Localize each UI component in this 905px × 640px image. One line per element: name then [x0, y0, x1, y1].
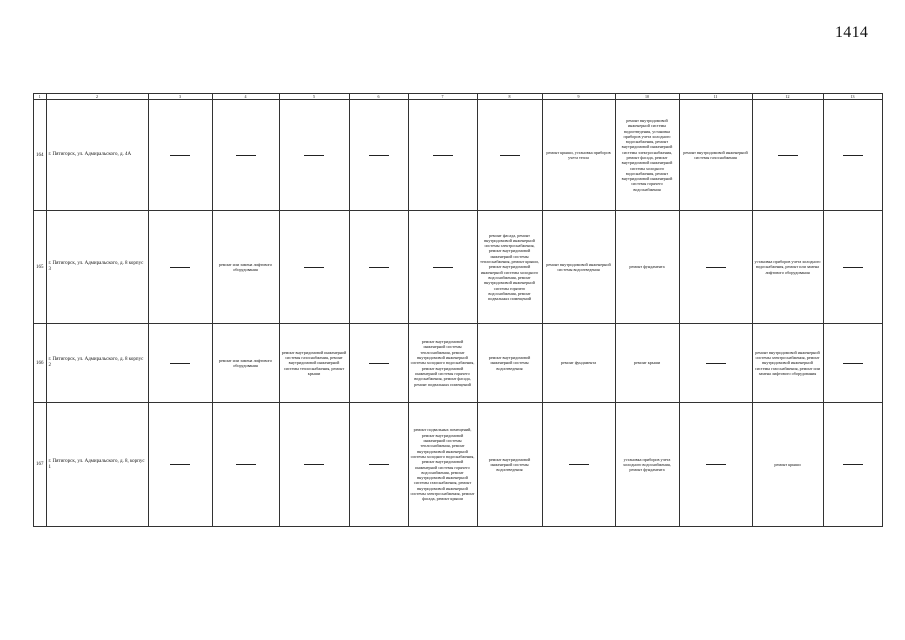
column-number: 12 [752, 94, 823, 100]
empty-dash-cell [823, 324, 882, 403]
repair-schedule-table [33, 93, 883, 527]
dash-mark [433, 267, 453, 268]
column-number: 1 [34, 94, 47, 100]
empty-dash-cell [349, 403, 408, 527]
address-cell: г. Пятигорск, ул. Адмиральского, д. 8, корпус 1 [46, 403, 148, 527]
empty-dash-cell [349, 100, 408, 211]
dash-mark [304, 155, 324, 156]
dash-mark [843, 363, 863, 364]
column-number: 3 [148, 94, 212, 100]
empty-dash-cell [823, 211, 882, 324]
row-number: 166 [34, 324, 47, 403]
work-type-cell: ремонт внутридомовой инженерной системы водоотведения [477, 403, 542, 527]
address-cell: г. Пятигорск, ул. Адмиральского, д. 8 корпус 3 [46, 211, 148, 324]
dash-mark [706, 267, 726, 268]
empty-dash-cell [212, 403, 279, 527]
empty-dash-cell [148, 403, 212, 527]
dash-mark [170, 155, 190, 156]
column-number: 5 [279, 94, 349, 100]
work-type-cell: ремонт крыши [615, 324, 679, 403]
empty-dash-cell [823, 100, 882, 211]
work-type-cell: ремонт внутридомовой инженерной системы электроснабжения, ремонт внутридомовой инженерной системы газоснабжения, ремонт или замена лифтового оборудования [752, 324, 823, 403]
row-number: 164 [34, 100, 47, 211]
dash-mark [433, 155, 453, 156]
dash-mark [369, 155, 389, 156]
dash-mark [706, 363, 726, 364]
table-row [34, 211, 883, 324]
column-number: 9 [542, 94, 615, 100]
empty-dash-cell [408, 100, 477, 211]
empty-dash-cell [349, 211, 408, 324]
dash-mark [369, 267, 389, 268]
work-type-cell: ремонт подвальных помещений, ремонт внутридомовой инженерной системы теплоснабжения, ремонт внутридомовой инженерной системы холодного водоснабжения, ремонт внутридомовой инженерной системы горячего водоснабжения, ремонт внутридомовой инженерной системы газоснабжения, ремонт внутридомовой инженерной системы электроснабжения, ремонт фасада, ремонт крыши [408, 403, 477, 527]
work-type-cell: установка приборов учета холодного водоснабжения, ремонт фундамента [615, 403, 679, 527]
empty-dash-cell [408, 211, 477, 324]
work-type-cell: ремонт внутридомовой инженерной системы водоотведения [477, 324, 542, 403]
dash-mark [304, 464, 324, 465]
work-type-cell: ремонт внутридомовой инженерной системы водоотведения [542, 211, 615, 324]
empty-dash-cell [752, 100, 823, 211]
empty-dash-cell [279, 403, 349, 527]
column-number: 13 [823, 94, 882, 100]
empty-dash-cell [148, 211, 212, 324]
work-type-cell: ремонт или замена лифтового оборудования [212, 324, 279, 403]
dash-mark [236, 155, 256, 156]
dash-mark [236, 464, 256, 465]
empty-dash-cell [148, 100, 212, 211]
work-type-cell: ремонт внутридомовой инженерной системы газоснабжения [679, 100, 752, 211]
work-type-cell: ремонт или замена лифтового оборудования [212, 211, 279, 324]
empty-dash-cell [477, 100, 542, 211]
dash-mark [170, 363, 190, 364]
work-type-cell: ремонт внутридомовой инженерной системы газоснабжения, ремонт внутридомовой инженерной системы теплоснабжения, ремонт крыши [279, 324, 349, 403]
column-number: 2 [46, 94, 148, 100]
empty-dash-cell [148, 324, 212, 403]
work-type-cell: ремонт фундамента [615, 211, 679, 324]
empty-dash-cell [279, 100, 349, 211]
dash-mark [500, 155, 520, 156]
work-type-cell: ремонт крыши [752, 403, 823, 527]
column-number: 7 [408, 94, 477, 100]
column-number: 11 [679, 94, 752, 100]
empty-dash-cell [279, 211, 349, 324]
work-type-cell: ремонт крыши, установка приборов учета тепла [542, 100, 615, 211]
page-number: 1414 [835, 24, 869, 41]
column-number: 6 [349, 94, 408, 100]
dash-mark [843, 155, 863, 156]
empty-dash-cell [679, 324, 752, 403]
row-number: 165 [34, 211, 47, 324]
row-number: 167 [34, 403, 47, 527]
address-cell: г. Пятигорск, ул. Адмиральского, д. 8 корпус 2 [46, 324, 148, 403]
dash-mark [569, 464, 589, 465]
work-type-cell: ремонт фундамента [542, 324, 615, 403]
empty-dash-cell [212, 100, 279, 211]
dash-mark [369, 464, 389, 465]
work-type-cell: установка приборов учета холодного водоснабжения, ремонт или замена лифтового оборудования [752, 211, 823, 324]
address-cell: г. Пятигорск, ул. Адмиральского, д. 4А [46, 100, 148, 211]
table-row [34, 100, 883, 211]
empty-dash-cell [823, 403, 882, 527]
dash-mark [170, 267, 190, 268]
dash-mark [304, 267, 324, 268]
empty-dash-cell [542, 403, 615, 527]
dash-mark [369, 363, 389, 364]
dash-mark [843, 267, 863, 268]
empty-dash-cell [679, 211, 752, 324]
column-number: 10 [615, 94, 679, 100]
dash-mark [706, 464, 726, 465]
dash-mark [843, 464, 863, 465]
table-row [34, 403, 883, 527]
work-type-cell: ремонт внутридомовой инженерной системы теплоснабжения, ремонт внутридомовой инженерной системы холодного водоснабжения, ремонт внутридомовой инженерной системы горячего водоснабжения, ремонт фасада, ремонт подвальных помещений [408, 324, 477, 403]
dash-mark [778, 155, 798, 156]
empty-dash-cell [679, 403, 752, 527]
empty-dash-cell [349, 324, 408, 403]
column-number: 8 [477, 94, 542, 100]
column-number: 4 [212, 94, 279, 100]
work-type-cell: ремонт фасада, ремонт внутридомовой инженерной системы электроснабжения, ремонт внутридомовой инженерной системы теплоснабжения, ремонт крыши, ремонт внутридомовой инженерной системы холодного водоснабжения, ремонт внутридомовой инженерной системы горячего водоснабжения, ремонт подвальных помещений [477, 211, 542, 324]
dash-mark [170, 464, 190, 465]
table-row [34, 324, 883, 403]
work-type-cell: ремонт внутридомовой инженерной системы водоотведения, установка приборов учета холодного водоснабжения, ремонт внутридомовой инженерной системы электроснабжения, ремонт фасада, ремонт внутридомовой инженерной системы холодного водоснабжения, ремонт внутридомовой инженерной системы горячего водоснабжения [615, 100, 679, 211]
